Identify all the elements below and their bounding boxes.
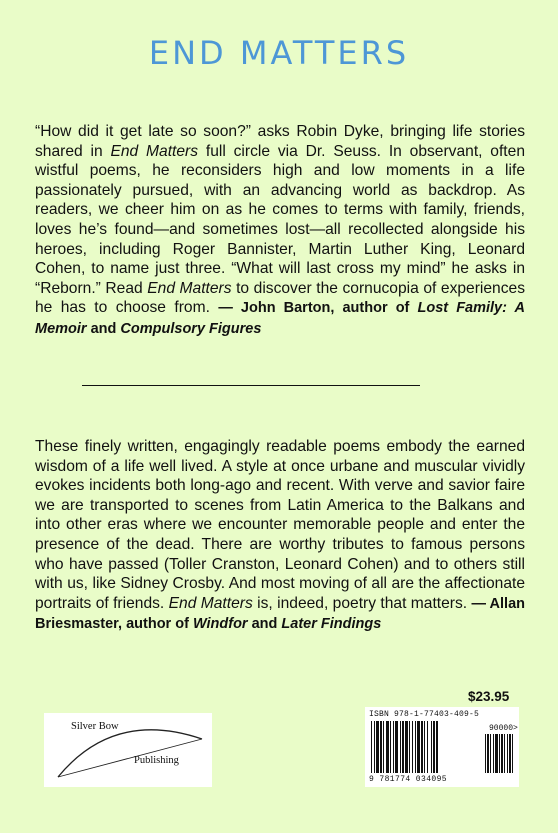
barcode-addon: 90000> [489,724,518,733]
review-2-book-title: End Matters [168,594,253,612]
barcode-bar [400,721,401,773]
barcode-bar [386,721,389,773]
bow-logo-icon [44,713,212,787]
barcode-bar [436,721,438,773]
barcode-bar [433,721,435,773]
barcode-bar [409,721,410,773]
review-2-work-1: Windfor [192,616,248,633]
barcode-bar [390,721,391,773]
addon-bar [507,734,508,773]
barcode-bar [412,721,413,773]
barcode-bar [383,721,384,773]
addon-bar [501,734,503,773]
review-1-and: and [86,320,121,337]
review-1-work-2: Compulsory Figures [120,320,262,337]
review-1-text-c: to discover the cornucopia of experiences he has to choose from. [35,279,525,317]
addon-bar [490,734,491,773]
publisher-name-line-1: Silver Bow [71,721,119,732]
barcode-bar [395,721,398,773]
barcode-bar [371,721,372,773]
review-2-text-b: is, indeed, poetry that matters. [252,594,472,612]
addon-bar [485,734,486,773]
review-1-work-1: Lost Family: A Memoir [35,300,525,337]
review-2-author: — Allan Briesmaster, author of [35,595,526,633]
addon-bar [512,734,513,773]
addon-bar [509,734,511,773]
addon-bar [504,734,505,773]
barcode-bar [417,721,420,773]
barcode-bar [376,721,379,773]
review-paragraph-1 [35,122,525,340]
barcode-bar [393,721,394,773]
addon-bar [493,734,494,773]
review-1-book-title-1: End Matters [110,142,199,160]
barcode-bar [424,721,425,773]
review-1-book-title-2: End Matters [147,279,232,297]
review-2-text-a: These finely written, engagingly readable poems embody the earned wisdom of a life well lived. A style at once urbane and muscular vividly evokes incidents both long-ago and recent. With verve and savior faire we are transported to scenes from Latin America to the Balkans and into other eras where we encounter memorable people and enter the presence of the dead. There are worthy tributes to famous persons who have passed (Toller Cranston, Leonard Cohen) and to others still with us, like Sidney Crosby. And most moving of all are the affectionate portraits of friends. [35,438,525,612]
barcode-bar [421,721,423,773]
book-title: END MATTERS [148,34,410,72]
review-2-work-2: Later Findings [281,616,382,633]
publisher-logo [44,713,212,787]
barcode-bar [415,721,416,773]
isbn-barcode [365,707,519,787]
addon-bar [487,734,489,773]
review-1-text-a: “How did it get late so soon?” asks Robin Dyke, bringing life stories shared in [35,123,525,160]
isbn-text: ISBN 978-1-77403-409-5 [369,710,480,719]
review-2-and: and [247,616,282,633]
review-1-text-b: full circle via Dr. Seuss. In observant, often wistful poems, he reconsiders high and low moments in a life passionately pursued, with an advancing world as backdrop. As readers, we cheer him on as he comes to terms with family, friends, loves he’s found—and sometimes lost—all recollected alongside his heroes, including Roger Bannister, Martin Luther King, Leonard Cohen, to name just three. “What will last cross my mind” he asks in “Reborn.” Read [35,142,525,297]
review-paragraph-2 [35,437,525,635]
barcode-bar [427,721,428,773]
barcode-bar [402,721,404,773]
addon-bar [495,734,498,773]
barcode-bar [431,721,432,773]
barcode-bar [405,721,408,773]
section-divider [82,385,420,386]
publisher-name-line-2: Publishing [134,755,179,766]
barcode-digits: 9 781774 034095 [369,775,448,784]
barcode-bar [374,721,375,773]
price-label: $23.95 [468,689,510,704]
barcode-bar [380,721,382,773]
addon-bar [499,734,500,773]
review-1-author: — John Barton, author of [218,300,418,317]
